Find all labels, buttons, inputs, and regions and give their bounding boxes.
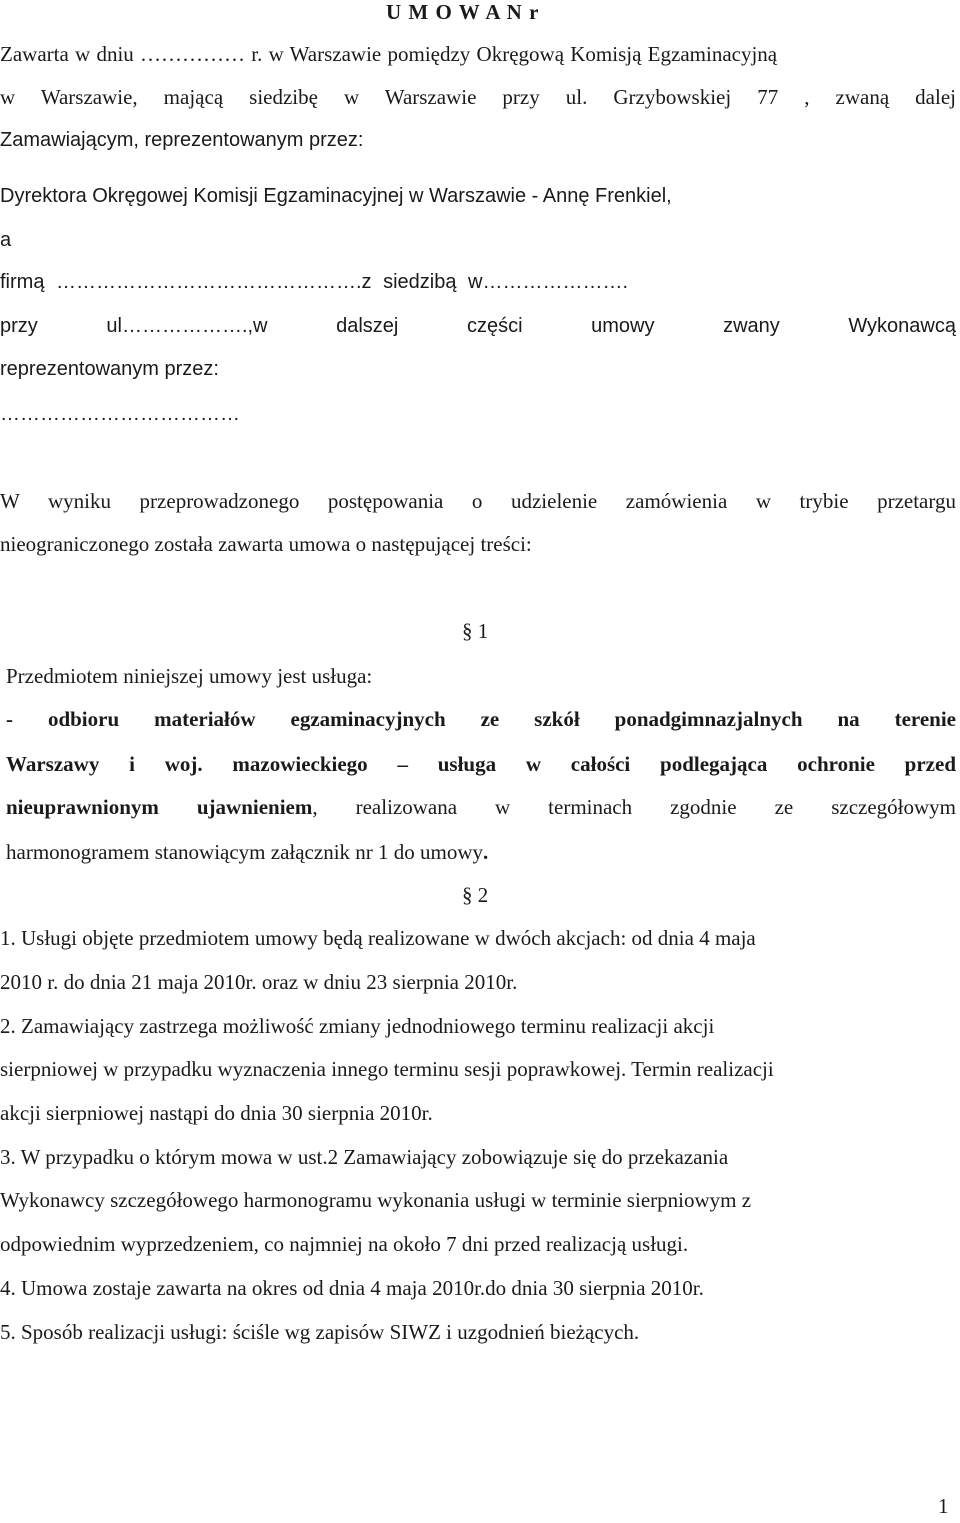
section-1-line-1: Przedmiotem niniejszej umowy jest usługa: bbox=[6, 664, 373, 688]
intro-line-2: w Warszawie, mającą siedzibę w Warszawie przy ul. Grzybowskiej 77 , zwaną dalej bbox=[0, 85, 956, 109]
section-1-line-2: - odbioru materiałów egzaminacyjnych ze szkół ponadgimnazjalnych na terenie bbox=[6, 707, 956, 731]
subject-bold-part-2: mazowieckiego – usługa w całości podlegająca ochronie przed bbox=[232, 752, 956, 776]
section-2-item-2-line-3: akcji sierpniowej nastąpi do dnia 30 sierpnia 2010r. bbox=[0, 1101, 433, 1125]
intro-line-7: przy ul……………….,w dalszej części umowy zwany Wykonawcą bbox=[0, 315, 956, 337]
intro-line-4: Dyrektora Okręgowej Komisji Egzaminacyjnej w Warszawie - Annę Frenkiel, bbox=[0, 185, 672, 207]
section-2-item-1-line-1: 1. Usługi objęte przedmiotem umowy będą realizowane w dwóch akcjach: od dnia 4 maja bbox=[0, 926, 756, 950]
section-1-line-5 bbox=[6, 840, 956, 865]
section-2-item-3-line-3: odpowiednim wyprzedzeniem, co najmniej na około 7 dni przed realizacją usługi. bbox=[0, 1232, 689, 1256]
section-2-item-3-line-1: 3. W przypadku o którym mowa w ust.2 Zamawiający zobowiązuje się do przekazania bbox=[0, 1145, 729, 1169]
preamble-line-2: nieograniczonego została zawarta umowa o następującej treści: bbox=[0, 532, 532, 556]
subject-regular-part: , realizowana w terminach zgodnie ze szczegółowym bbox=[312, 795, 956, 819]
schedule-period: . bbox=[483, 840, 489, 864]
intro-line-8: reprezentowanym przez: bbox=[0, 358, 219, 380]
subject-bold-part-3: nieuprawnionym ujawnieniem bbox=[6, 795, 313, 819]
intro-line-6: firmą ……………………………………….z siedzibą w…………………. bbox=[0, 271, 629, 293]
section-2-item-4: 4. Umowa zostaje zawarta na okres od dnia 4 maja 2010r.do dnia 30 sierpnia 2010r. bbox=[0, 1276, 704, 1300]
contract-title: U M O W A N r bbox=[386, 0, 540, 24]
section-2-heading: § 2 bbox=[462, 883, 489, 907]
section-2-item-2-line-1: 2. Zamawiający zastrzega możliwość zmiany jednodniowego terminu realizacji akcji bbox=[0, 1014, 715, 1038]
section-2-item-1-line-2: 2010 r. do dnia 21 maja 2010r. oraz w dniu 23 sierpnia 2010r. bbox=[0, 970, 518, 994]
subject-bold-part-1: Warszawy i woj. bbox=[6, 752, 203, 776]
intro-line-1: Zawarta w dniu …………… r. w Warszawie pomiędzy Okręgową Komisją Egzaminacyjną bbox=[0, 42, 778, 66]
section-1-heading: § 1 bbox=[462, 619, 489, 643]
page-number: 1 bbox=[938, 1494, 949, 1518]
section-2-item-3-line-2: Wykonawcy szczegółowego harmonogramu wykonania usługi w terminie sierpniowym z bbox=[0, 1188, 752, 1212]
intro-line-5: a bbox=[0, 229, 12, 251]
preamble-line-1: W wyniku przeprowadzonego postępowania o udzielenie zamówienia w trybie przetargu bbox=[0, 489, 956, 513]
intro-line-3: Zamawiającym, reprezentowanym przez: bbox=[0, 129, 364, 151]
section-1-line-4 bbox=[6, 795, 956, 820]
section-2-item-2-line-2: sierpniowej w przypadku wyznaczenia innego terminu sesji poprawkowej. Termin realizacji bbox=[0, 1057, 774, 1081]
section-1-line-3 bbox=[6, 752, 956, 777]
section-2-item-5: 5. Sposób realizacji usługi: ściśle wg zapisów SIWZ i uzgodnień bieżących. bbox=[0, 1320, 640, 1344]
intro-line-9: ……………………………… bbox=[0, 403, 240, 425]
schedule-text: harmonogramem stanowiącym załącznik nr 1 do umowy bbox=[6, 840, 484, 864]
